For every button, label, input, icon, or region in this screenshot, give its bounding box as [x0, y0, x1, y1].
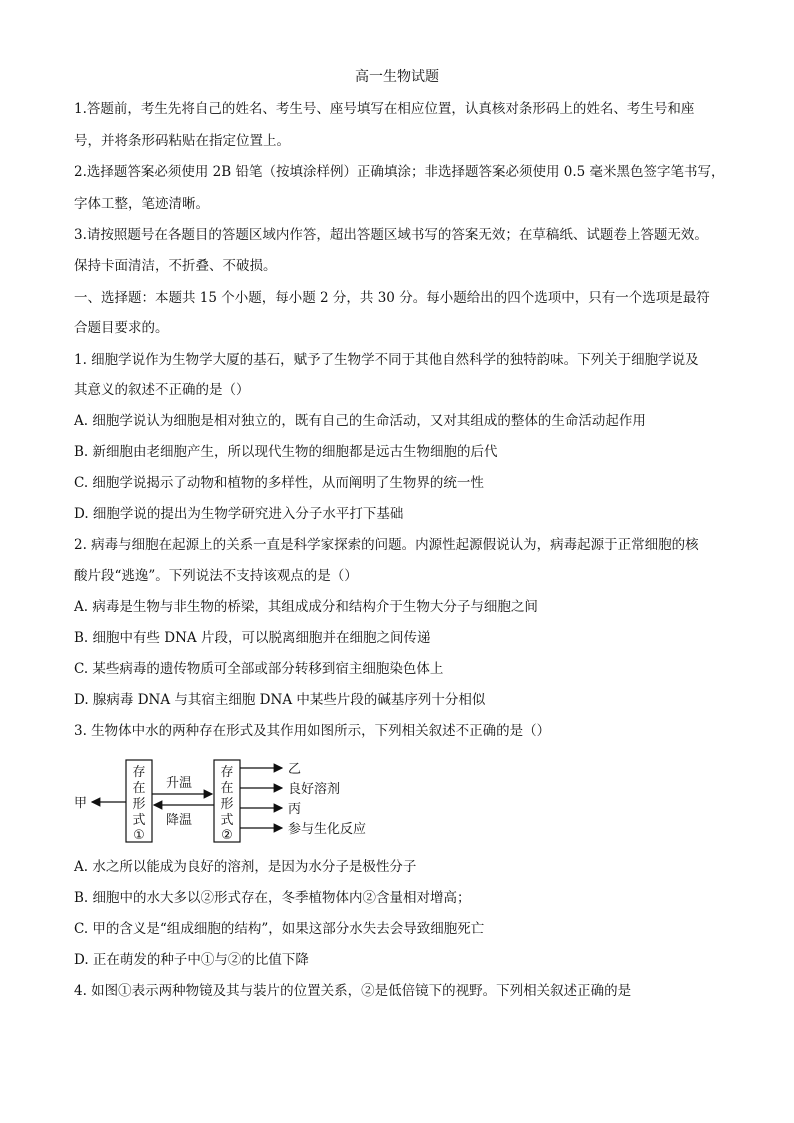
note-line: 字体工整，笔迹清晰。 — [74, 196, 209, 212]
q2-option-d: D. 腺病毒 DNA 与其宿主细胞 DNA 中某些片段的碱基序列十分相似 — [74, 692, 486, 708]
label-cool: 降温 — [166, 813, 193, 828]
output-solvent: 良好溶剂 — [288, 782, 341, 797]
box2-char: 形 — [220, 797, 234, 812]
page-title: 高一生物试题 — [355, 69, 439, 85]
note-line: 号，并将条形码粘贴在指定位置上。 — [74, 133, 290, 149]
q1-stem: 其意义的叙述不正确的是（） — [74, 382, 250, 398]
q1-stem: 1. 细胞学说作为生物学大厦的基石，赋予了生物学不同于其他自然科学的独特韵味。下列关于细胞学说及 — [74, 352, 699, 368]
q3-stem: 3. 生物体中水的两种存在形式及其作用如图所示，下列相关叙述不正确的是（） — [74, 723, 551, 739]
q2-option-a: A. 病毒是生物与非生物的桥梁，其组成成分和结构介于生物大分子与细胞之间 — [74, 599, 538, 615]
output-reaction: 参与生化反应 — [288, 822, 367, 837]
box1-char: 存 — [132, 765, 146, 780]
box1-char: 形 — [132, 797, 146, 812]
q4-stem: 4. 如图①表示两种物镜及其与装片的位置关系，②是低倍镜下的视野。下列相关叙述正确的是 — [74, 983, 632, 999]
label-heat: 升温 — [166, 776, 193, 791]
box2-char: 式 — [220, 813, 234, 828]
box2-char: ② — [221, 828, 233, 843]
box1-char: 式 — [132, 813, 146, 828]
q2-option-b: B. 细胞中有些 DNA 片段，可以脱离细胞并在细胞之间传递 — [74, 630, 431, 646]
q3-option-d: D. 正在萌发的种子中①与②的比值下降 — [74, 952, 309, 968]
q3-option-c: C. 甲的含义是“组成细胞的结构”，如果这部分水失去会导致细胞死亡 — [74, 921, 485, 937]
box2-char: 存 — [220, 765, 234, 780]
diagram-label-jia: 甲 — [74, 796, 88, 811]
output-bing: 丙 — [288, 802, 302, 817]
q3-option-a: A. 水之所以能成为良好的溶剂，是因为水分子是极性分子 — [74, 859, 417, 875]
q2-stem: 2. 病毒与细胞在起源上的关系一直是科学家探索的问题。内源性起源假说认为，病毒起源于正常细胞的核 — [74, 537, 699, 553]
section-heading: 一、选择题：本题共 15 个小题，每小题 2 分，共 30 分。每小题给出的四个选项中，只有一个选项是最符 — [74, 290, 710, 306]
q1-option-b: B. 新细胞由老细胞产生，所以现代生物的细胞都是远古生物细胞的后代 — [74, 444, 498, 460]
note-line: 保持卡面清洁，不折叠、不破损。 — [74, 258, 277, 274]
output-yi: 乙 — [288, 762, 302, 777]
note-line: 1.答题前，考生先将自己的姓名、考生号、座号填写在相应位置，认真核对条形码上的姓名、考生号和座 — [74, 101, 695, 117]
q1-option-a: A. 细胞学说认为细胞是相对独立的，既有自己的生命活动，又对其组成的整体的生命活动起作用 — [74, 413, 646, 429]
box1-char: ① — [133, 828, 145, 843]
note-line: 3.请按照题号在各题目的答题区域内作答，超出答题区域书写的答案无效；在草稿纸、试题卷上答题无效。 — [74, 227, 708, 243]
note-line: 2.选择题答案必须使用 2B 铅笔（按填涂样例）正确填涂；非选择题答案必须使用 0.5 毫米黑色签字笔书写， — [74, 164, 725, 180]
q2-stem: 酸片段“逃逸”。下列说法不支持该观点的是（） — [74, 568, 358, 584]
q1-option-d: D. 细胞学说的提出为生物学研究进入分子水平打下基础 — [74, 506, 404, 522]
q2-option-c: C. 某些病毒的遗传物质可全部或部分转移到宿主细胞染色体上 — [74, 661, 444, 677]
section-heading: 合题目要求的。 — [74, 320, 169, 336]
box1-char: 在 — [132, 781, 146, 796]
q1-option-c: C. 细胞学说揭示了动物和植物的多样性，从而阐明了生物界的统一性 — [74, 475, 484, 491]
water-forms-diagram — [70, 756, 410, 846]
q3-option-b: B. 细胞中的水大多以②形式存在，冬季植物体内②含量相对增高； — [74, 890, 471, 906]
box2-char: 在 — [220, 781, 234, 796]
